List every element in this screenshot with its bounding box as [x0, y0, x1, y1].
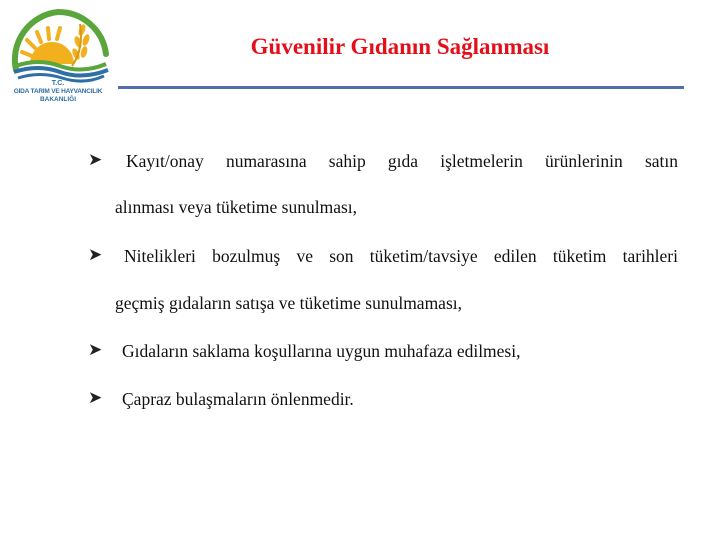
arrowhead-bullet-icon: ➤ [88, 340, 103, 360]
page-title: Güvenilir Gıdanın Sağlanması [250, 34, 550, 59]
logo-ministry-line2: BAKANLIĞI [39, 96, 77, 103]
arrowhead-bullet-icon: ➤ [88, 245, 103, 265]
bullet-2-line-1: Nitelikleri bozulmuş ve son tüketim/tavsiye edilen tüketim tarihleri [124, 246, 678, 266]
bullet-4-line-1: Çapraz bulaşmaların önlenmedir. [122, 389, 354, 409]
ministry-logo [2, 4, 114, 116]
bullet-1-line-1: Kayıt/onay numarasına sahip gıda işletmelerin ürünlerinin satın [126, 151, 678, 171]
bullet-3-line-1: Gıdaların saklama koşullarına uygun muhafaza edilmesi, [122, 341, 521, 361]
bullet-1-line-2: alınması veya tüketime sunulması, [115, 197, 358, 217]
logo-tc-text: T.C. [51, 80, 65, 87]
arrowhead-bullet-icon: ➤ [88, 150, 103, 170]
arrowhead-bullet-icon: ➤ [88, 388, 103, 408]
ministry-logo-icon [2, 4, 114, 84]
logo-ministry-line1: GIDA TARIM VE HAYVANCILIK [13, 88, 103, 95]
title-divider [118, 86, 684, 89]
bullet-2-line-2: geçmiş gıdaların satışa ve tüketime sunulmaması, [115, 293, 463, 313]
